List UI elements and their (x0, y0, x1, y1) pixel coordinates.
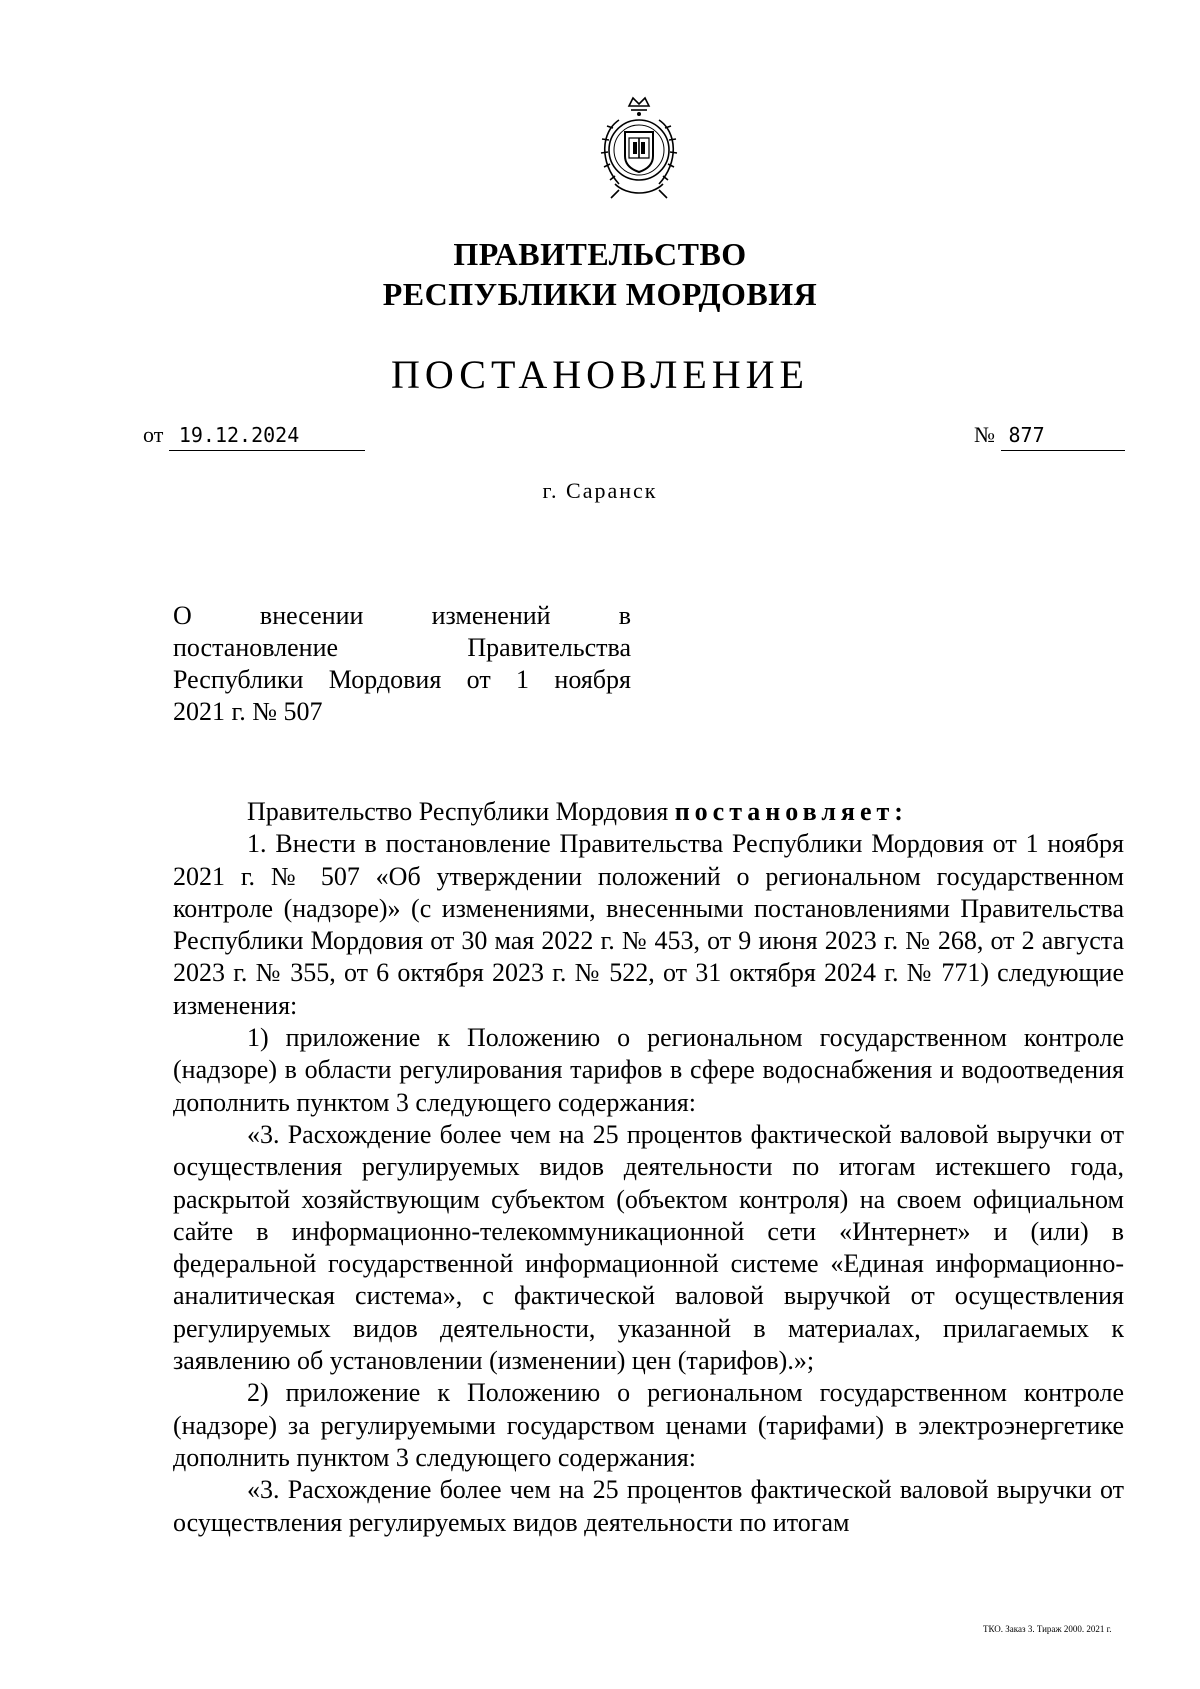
number-value: 877 (1001, 420, 1125, 451)
paragraph-5: «3. Расхождение более чем на 25 процентов фактической валовой выручки от осуществления регулируемых видов деятельности по итогам (173, 1475, 1124, 1537)
paragraph-2: 1) приложение к Положению о региональном государственном контроле (надзоре) в области регулирования тарифов в сфере водоснабжения и водоотведения дополнить пунктом 3 следующего содержания: (173, 1023, 1124, 1117)
subject-line: О внесении изменений в (173, 601, 631, 630)
subject-line: Республики Мордовия от 1 ноября (173, 665, 631, 694)
intro-decree-word: постановляет: (674, 797, 908, 826)
date-value: 19.12.2024 (169, 420, 365, 451)
document-type-heading: ПОСТАНОВЛЕНИЕ (391, 352, 809, 397)
subject-line: постановление Правительства (173, 633, 631, 662)
date-prefix: от (143, 422, 164, 447)
number-prefix: № (974, 422, 995, 447)
paragraph-1: 1. Внести в постановление Правительства Республики Мордовия от 1 ноября 2021 г. № 507 «Об утверждении положений о региональном государственном контроле (надзоре)» (с изменениями, внесенными постановлениями Правительства Республики Мордовия от 30 мая 2022 г. № 453, от 9 июня 2023 г. № 268, от 2 августа 2023 г. № 355, от 6 октября 2023 г. № 522, от 31 октября 2024 г. № 771) следующие изменения: (173, 829, 1124, 1020)
subject-line: 2021 г. № 507 (173, 697, 323, 726)
mordovia-coat-of-arms-icon (589, 92, 689, 202)
document-body (173, 796, 1124, 1539)
document-subject (173, 600, 631, 728)
document-date (143, 420, 365, 451)
government-name-line1: ПРАВИТЕЛЬСТВО (453, 236, 747, 272)
intro-paragraph (173, 796, 1124, 828)
print-info-footer: ТКО. Заказ 3. Тираж 2000. 2021 г. (983, 1624, 1112, 1634)
paragraph-4: 2) приложение к Положению о региональном государственном контроле (надзоре) за регулируемыми государством ценами (тарифами) в электроэнергетике дополнить пунктом 3 следующего содержания: (173, 1378, 1124, 1472)
document-number (974, 420, 1125, 451)
intro-text: Правительство Республики Мордовия (247, 797, 675, 826)
paragraph-3: «3. Расхождение более чем на 25 процентов фактической валовой выручки от осуществления регулируемых видов деятельности по итогам истекшего года, раскрытой хозяйствующим субъектом (объектом контроля) на своем официальном сайте в информационно-телекоммуникационной сети «Интернет» и (или) в федеральной государственной информационной системе «Единая информационно-аналитическая система», с фактической валовой выручкой от осуществления регулируемых видов деятельности, указанной в материалах, прилагаемых к заявлению об установлении (изменении) цен (тарифов).»; (173, 1119, 1124, 1376)
city-name: г. Саранск (542, 478, 658, 503)
government-name-line2: РЕСПУБЛИКИ МОРДОВИЯ (382, 276, 818, 312)
